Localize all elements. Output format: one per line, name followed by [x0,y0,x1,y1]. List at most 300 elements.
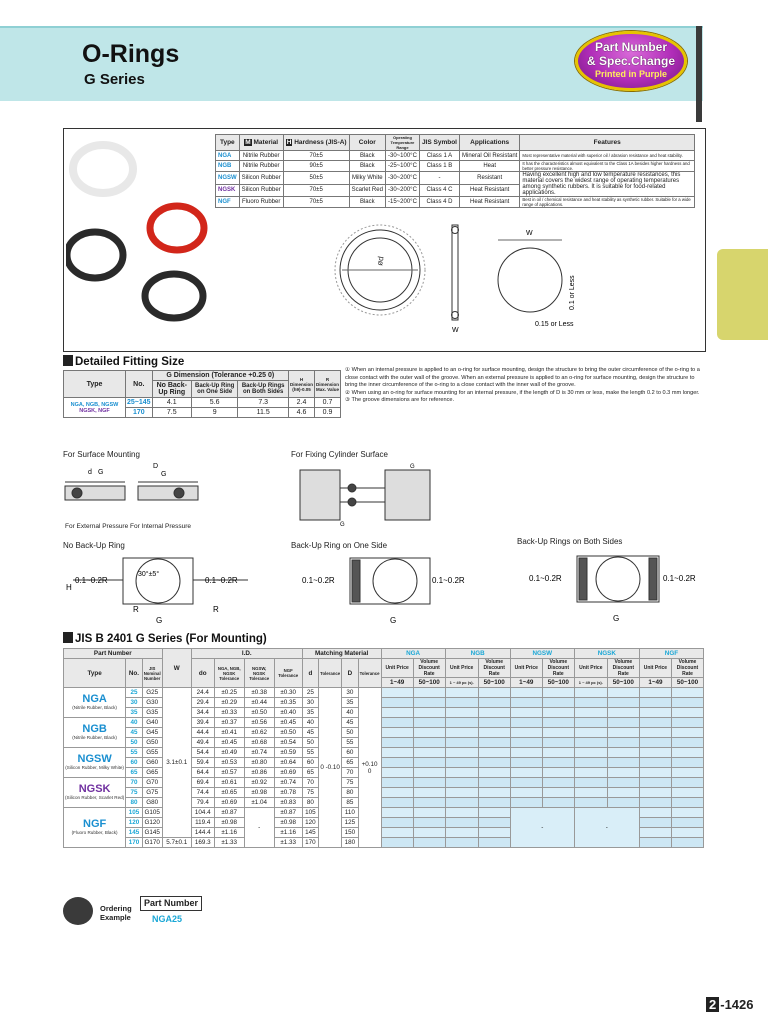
price-cell [445,828,478,838]
fit-col-type: Type [64,371,126,398]
red-oring-image [150,206,204,250]
hardness-h-icon: H [286,139,292,146]
price-cell [478,778,510,788]
tol2-value: ±0.92 [244,778,274,788]
price-cell [574,748,607,758]
jis-vol-discount: Volume Discount Rate [607,659,639,678]
price-cell [478,788,510,798]
col-color: Color [349,135,385,151]
price-cell [639,718,671,728]
cylinder-mount-caption: For Fixing Cylinder Surface [291,450,388,459]
header-edge [696,26,702,122]
price-cell [413,838,445,848]
jis-qty: 50~100 [413,678,445,688]
jis-col-matching: Matching Material [302,649,381,659]
tol3-value: ±0.50 [274,728,302,738]
price-cell [542,758,574,768]
part-no: 45 [126,728,142,738]
jis-nominal: G25 [142,688,162,698]
table-row [64,758,704,768]
price-cell [542,708,574,718]
surface-mount-caption: For Surface Mounting [63,450,140,459]
jis-series-table [63,648,704,848]
price-cell [672,808,704,818]
material-cell-app: Resistant [459,172,519,185]
ext-pressure-caption: For External Pressure [65,523,129,530]
tol2-value: ±0.80 [244,758,274,768]
jis-unit-price: Unit Price [381,659,413,678]
tol1-value: ±0.98 [214,818,244,828]
price-cell [445,758,478,768]
price-cell [478,768,510,778]
price-cell [607,788,639,798]
price-cell [510,788,542,798]
price-cell [639,818,671,828]
jis-qty: 50~100 [542,678,574,688]
jis-qty: 50~100 [607,678,639,688]
do-value: 24.4 [191,688,214,698]
material-cell-app: Heat Resistant [459,184,519,197]
price-cell [381,788,413,798]
tol3-value: ±0.83 [274,798,302,808]
jis-col-ngsw: NGSW [510,649,574,659]
white-oring-image [73,145,133,193]
material-cell-color: Black [349,151,385,161]
price-cell [639,748,671,758]
price-cell [574,728,607,738]
price-cell [413,728,445,738]
price-cell [542,798,574,808]
do-value: 79.4 [191,798,214,808]
tol3-value: ±0.59 [274,748,302,758]
fit-col-rdim: R Dimension Max. Value [314,371,340,398]
fit-col-hdim: H Dimension (h9)-0.05 [288,371,314,398]
price-cell [510,688,542,698]
h-label: H [66,583,72,592]
side-view [452,225,459,320]
tol3-value: ±0.30 [274,688,302,698]
price-cell [413,828,445,838]
table-row [64,778,704,788]
price-cell [413,808,445,818]
price-cell [607,698,639,708]
d-value: 35 [302,708,318,718]
price-cell [574,698,607,708]
material-cell-jis: - [419,172,459,185]
surface-mount-drawing [63,460,203,522]
material-cell-hardness: 70±5 [283,151,349,161]
jis-col-nga: NGA [381,649,445,659]
material-cell-app: Heat [459,161,519,172]
jis-col-tol3: NGF Tolerance [274,659,302,688]
price-cell [413,688,445,698]
price-cell [542,778,574,788]
note-3: ③ The groove dimensions are for reference. [345,397,455,403]
price-cell [672,838,704,848]
jis-col-partnumber: Part Number [64,649,163,659]
price-cell [413,788,445,798]
price-cell [672,788,704,798]
fit-col-both: Back-Up Rings on Both Sides [238,381,289,398]
fit-val: 0.9 [314,408,340,418]
section-side-tab [717,249,768,340]
int-pressure-caption: For Internal Pressure [130,523,192,530]
material-cell-type: NGA [216,151,240,161]
price-cell [445,768,478,778]
price-cell [672,828,704,838]
jis-unit-price: Unit Price [574,659,607,678]
price-cell [445,808,478,818]
D-value: 125 [342,818,358,828]
part-number-label: Part Number [140,896,202,911]
jis-nominal: G80 [142,798,162,808]
material-table [215,134,695,208]
d-label: d [88,469,92,476]
price-cell [381,728,413,738]
price-cell [639,778,671,788]
do-value: 44.4 [191,728,214,738]
part-no: 80 [126,798,142,808]
tol2-value: - [244,808,274,848]
price-cell [381,778,413,788]
material-cell-type: NGSW [216,172,240,185]
part-no: 75 [126,788,142,798]
price-cell [639,838,671,848]
material-cell-temp: -15~200°C [385,197,419,208]
price-cell [639,768,671,778]
badge-line1: Part Number [594,40,668,54]
r-label: R [133,605,139,614]
jis-col-id: I.D. [191,649,302,659]
tol1-value: ±0.45 [214,738,244,748]
part-no: 170 [126,838,142,848]
cyl-g-label-2: G [340,522,345,528]
price-cell [639,708,671,718]
table-row [64,708,704,718]
angle-label: 30°±5° [138,571,160,578]
dd-label: D [153,463,159,470]
D-value: 65 [342,758,358,768]
fit-col-one: Back-Up Ring on One Side [191,381,237,398]
price-cell [445,688,478,698]
price-cell [478,738,510,748]
part-no: 40 [126,718,142,728]
g-label: G [98,469,104,476]
price-cell [510,778,542,788]
fit-type-cell: NGA, NGB, NGSW NGSK, NGF [64,398,126,418]
jis-col-do: do [191,659,214,688]
material-cell-features: Having excellent high and low temperature resistances, this material covers the widest range of operating temperatures among synthetic rubbers. It is suitable for food-related applications. [520,172,695,197]
price-cell [510,718,542,728]
do-value: 169.3 [191,838,214,848]
table-row [64,768,704,778]
price-cell [607,728,639,738]
r-range-label-left: 0.1~0.2R [302,576,335,585]
price-cell [639,698,671,708]
jis-nominal: G45 [142,728,162,738]
type-name: NGF [83,818,107,830]
price-cell [574,758,607,768]
D-value: 30 [342,688,358,698]
jis-vol-discount: Volume Discount Rate [542,659,574,678]
price-cell [445,708,478,718]
material-cell-jis: Class 1 B [419,161,459,172]
tol1-value: ±0.69 [214,798,244,808]
price-cell [510,748,542,758]
tol2-value: ±0.50 [244,708,274,718]
jis-col-ngb: NGB [445,649,510,659]
price-cell [607,758,639,768]
col-material: M Material [239,135,283,151]
jis-nominal: G120 [142,818,162,828]
jis-col-tol1: NGA, NGB, NGSK Tolerance [214,659,244,688]
type-subtitle: (Nitrile Rubber, Black) [72,735,117,740]
fit-val: 2.4 [288,398,314,408]
D-value: 80 [342,788,358,798]
tol3-value: ±0.64 [274,758,302,768]
oring-dimension-drawing [330,210,590,340]
jis-nominal: G55 [142,748,162,758]
price-cell [445,718,478,728]
D-value: 85 [342,798,358,808]
price-cell [607,708,639,718]
type-cell [64,718,126,748]
jis-nominal: G75 [142,788,162,798]
d-value: 120 [302,818,318,828]
tol3-value: ±0.45 [274,718,302,728]
d-value: 60 [302,758,318,768]
jis-unit-price: Unit Price [639,659,671,678]
type-cell [64,748,126,778]
D-value: 150 [342,828,358,838]
material-cell-type: NGB [216,161,240,172]
col-hardness: H Hardness (JIS-A) [283,135,349,151]
do-value: 69.4 [191,778,214,788]
price-cell [574,708,607,718]
price-cell [510,738,542,748]
price-cell [639,798,671,808]
price-cell [478,698,510,708]
fit-val: 7.3 [238,398,289,408]
g-label-2: G [161,471,167,478]
price-cell [381,838,413,848]
front-view [335,225,425,315]
tol1-value: ±0.61 [214,778,244,788]
price-cell [445,798,478,808]
price-cell: - [574,808,639,848]
price-cell [413,778,445,788]
price-cell [672,768,704,778]
cyl-g-label: G [410,464,415,470]
price-cell [672,798,704,808]
material-row [216,161,695,172]
w-value: 3.1±0.1 [162,688,191,838]
d-value: 145 [302,828,318,838]
page-title: O-Rings [82,40,180,68]
material-cell-temp: -30~100°C [385,151,419,161]
material-cell-color: Milky White [349,172,385,185]
material-cell-hardness: 70±5 [283,184,349,197]
jis-vol-discount: Volume Discount Rate [478,659,510,678]
D-value: 75 [342,778,358,788]
D-value: 110 [342,808,358,818]
price-cell [542,728,574,738]
price-cell [542,748,574,758]
price-cell [672,728,704,738]
price-cell [413,818,445,828]
tol1-value: ±0.49 [214,748,244,758]
do-value: 64.4 [191,768,214,778]
price-cell [478,708,510,718]
price-cell [542,688,574,698]
price-cell [639,788,671,798]
price-cell [510,698,542,708]
tol1-value: ±0.33 [214,708,244,718]
price-cell [381,768,413,778]
w-label-side: W [452,327,459,334]
heading-marker [63,632,73,643]
tol2-value: ±0.68 [244,738,274,748]
jis-nominal: G170 [142,838,162,848]
type-name: NGB [82,723,107,735]
do-value: 59.4 [191,758,214,768]
material-cell-temp: -30~200°C [385,172,419,185]
type-cell [64,778,126,808]
price-cell [607,718,639,728]
tol2-value: ±0.98 [244,788,274,798]
price-cell [478,808,510,818]
material-cell-jis: Class 1 A [419,151,459,161]
price-cell [413,708,445,718]
price-cell [542,788,574,798]
price-cell [381,748,413,758]
table-row [64,718,704,728]
price-cell [510,768,542,778]
jis-nominal: G35 [142,708,162,718]
price-cell [381,798,413,808]
price-cell [445,778,478,788]
heading-marker [63,355,73,366]
price-cell [478,688,510,698]
price-cell [639,758,671,768]
tol2-value: ±1.04 [244,798,274,808]
r-range-label-right: 0.1~0.2R [432,576,465,585]
material-cell-material: Nitrile Rubber [239,161,283,172]
material-cell-features: Most representative material with superior oil / abrasion resistance and heat stability. [520,151,695,161]
g-bottom-label: G [156,616,163,625]
r-label-2: R [213,605,219,614]
section-view [498,240,562,312]
jis-col-dtol: Tolerance [319,659,342,688]
fit-val: 0.7 [314,398,340,408]
price-cell [478,758,510,768]
price-cell [542,738,574,748]
phone-order-icon [63,897,93,925]
price-cell [413,698,445,708]
jis-unit-price: Unit Price [510,659,542,678]
tol2-value: ±0.56 [244,718,274,728]
material-cell-hardness: 70±5 [283,197,349,208]
tol3-value: ±0.54 [274,738,302,748]
D-value: 55 [342,738,358,748]
D-value: 180 [342,838,358,848]
jis-vol-discount: Volume Discount Rate [672,659,704,678]
jis-qty: 1~49 [381,678,413,688]
price-cell [381,828,413,838]
tol1-value: ±0.37 [214,718,244,728]
page-subtitle: G Series [84,71,145,88]
price-cell [639,738,671,748]
col-jis: JIS Symbol [419,135,459,151]
tol3-value: ±0.78 [274,788,302,798]
D-value: 70 [342,768,358,778]
do-value: 34.4 [191,708,214,718]
table-row [64,748,704,758]
fit-no: 25~145 [127,399,151,406]
price-cell [381,698,413,708]
g-bottom-label: G [613,614,620,623]
material-cell-hardness: 50±5 [283,172,349,185]
material-cell-app: Heat Resistant [459,197,519,208]
price-cell [445,698,478,708]
fit-val: 5.6 [191,398,237,408]
d-value: 30 [302,698,318,708]
price-cell [607,738,639,748]
material-cell-color: Black [349,161,385,172]
table-row [64,698,704,708]
table-row [64,688,704,698]
price-cell [381,808,413,818]
price-cell [574,788,607,798]
jis-col-no: No. [126,659,142,688]
part-no: 50 [126,738,142,748]
d-value: 45 [302,728,318,738]
price-cell [574,718,607,728]
price-cell [672,778,704,788]
type-subtitle: (Silicon Rubber, Milky White) [65,765,124,770]
type-cell [64,688,126,718]
price-cell [478,798,510,808]
both-caption: Back-Up Rings on Both Sides [517,537,623,546]
price-cell [672,818,704,828]
d-value: 105 [302,808,318,818]
type-cell [64,808,126,848]
price-cell [413,798,445,808]
d-value: 25 [302,688,318,698]
tol3-value: ±1.16 [274,828,302,838]
tol3-value: ±0.74 [274,778,302,788]
price-cell [639,828,671,838]
both-drawing [517,548,707,623]
g-bottom-label: G [390,616,397,625]
material-row [216,172,695,185]
do-value: 39.4 [191,718,214,728]
do-value: 144.4 [191,828,214,838]
material-cell-material: Silicon Rubber [239,172,283,185]
tol1-value: ±0.57 [214,768,244,778]
jis-heading: JIS B 2401 G Series (For Mounting) [63,632,267,645]
r-range-label-left: 0.1~0.2R [75,576,108,585]
price-cell [478,728,510,738]
tol1-value: ±0.29 [214,698,244,708]
jis-col-d: d [302,659,318,688]
black-oring-image [67,232,123,278]
D-value: 45 [342,718,358,728]
part-no: 60 [126,758,142,768]
price-cell [574,778,607,788]
fit-val: 4.1 [152,398,191,408]
type-subtitle: (Nitrile Rubber, Black) [72,705,117,710]
